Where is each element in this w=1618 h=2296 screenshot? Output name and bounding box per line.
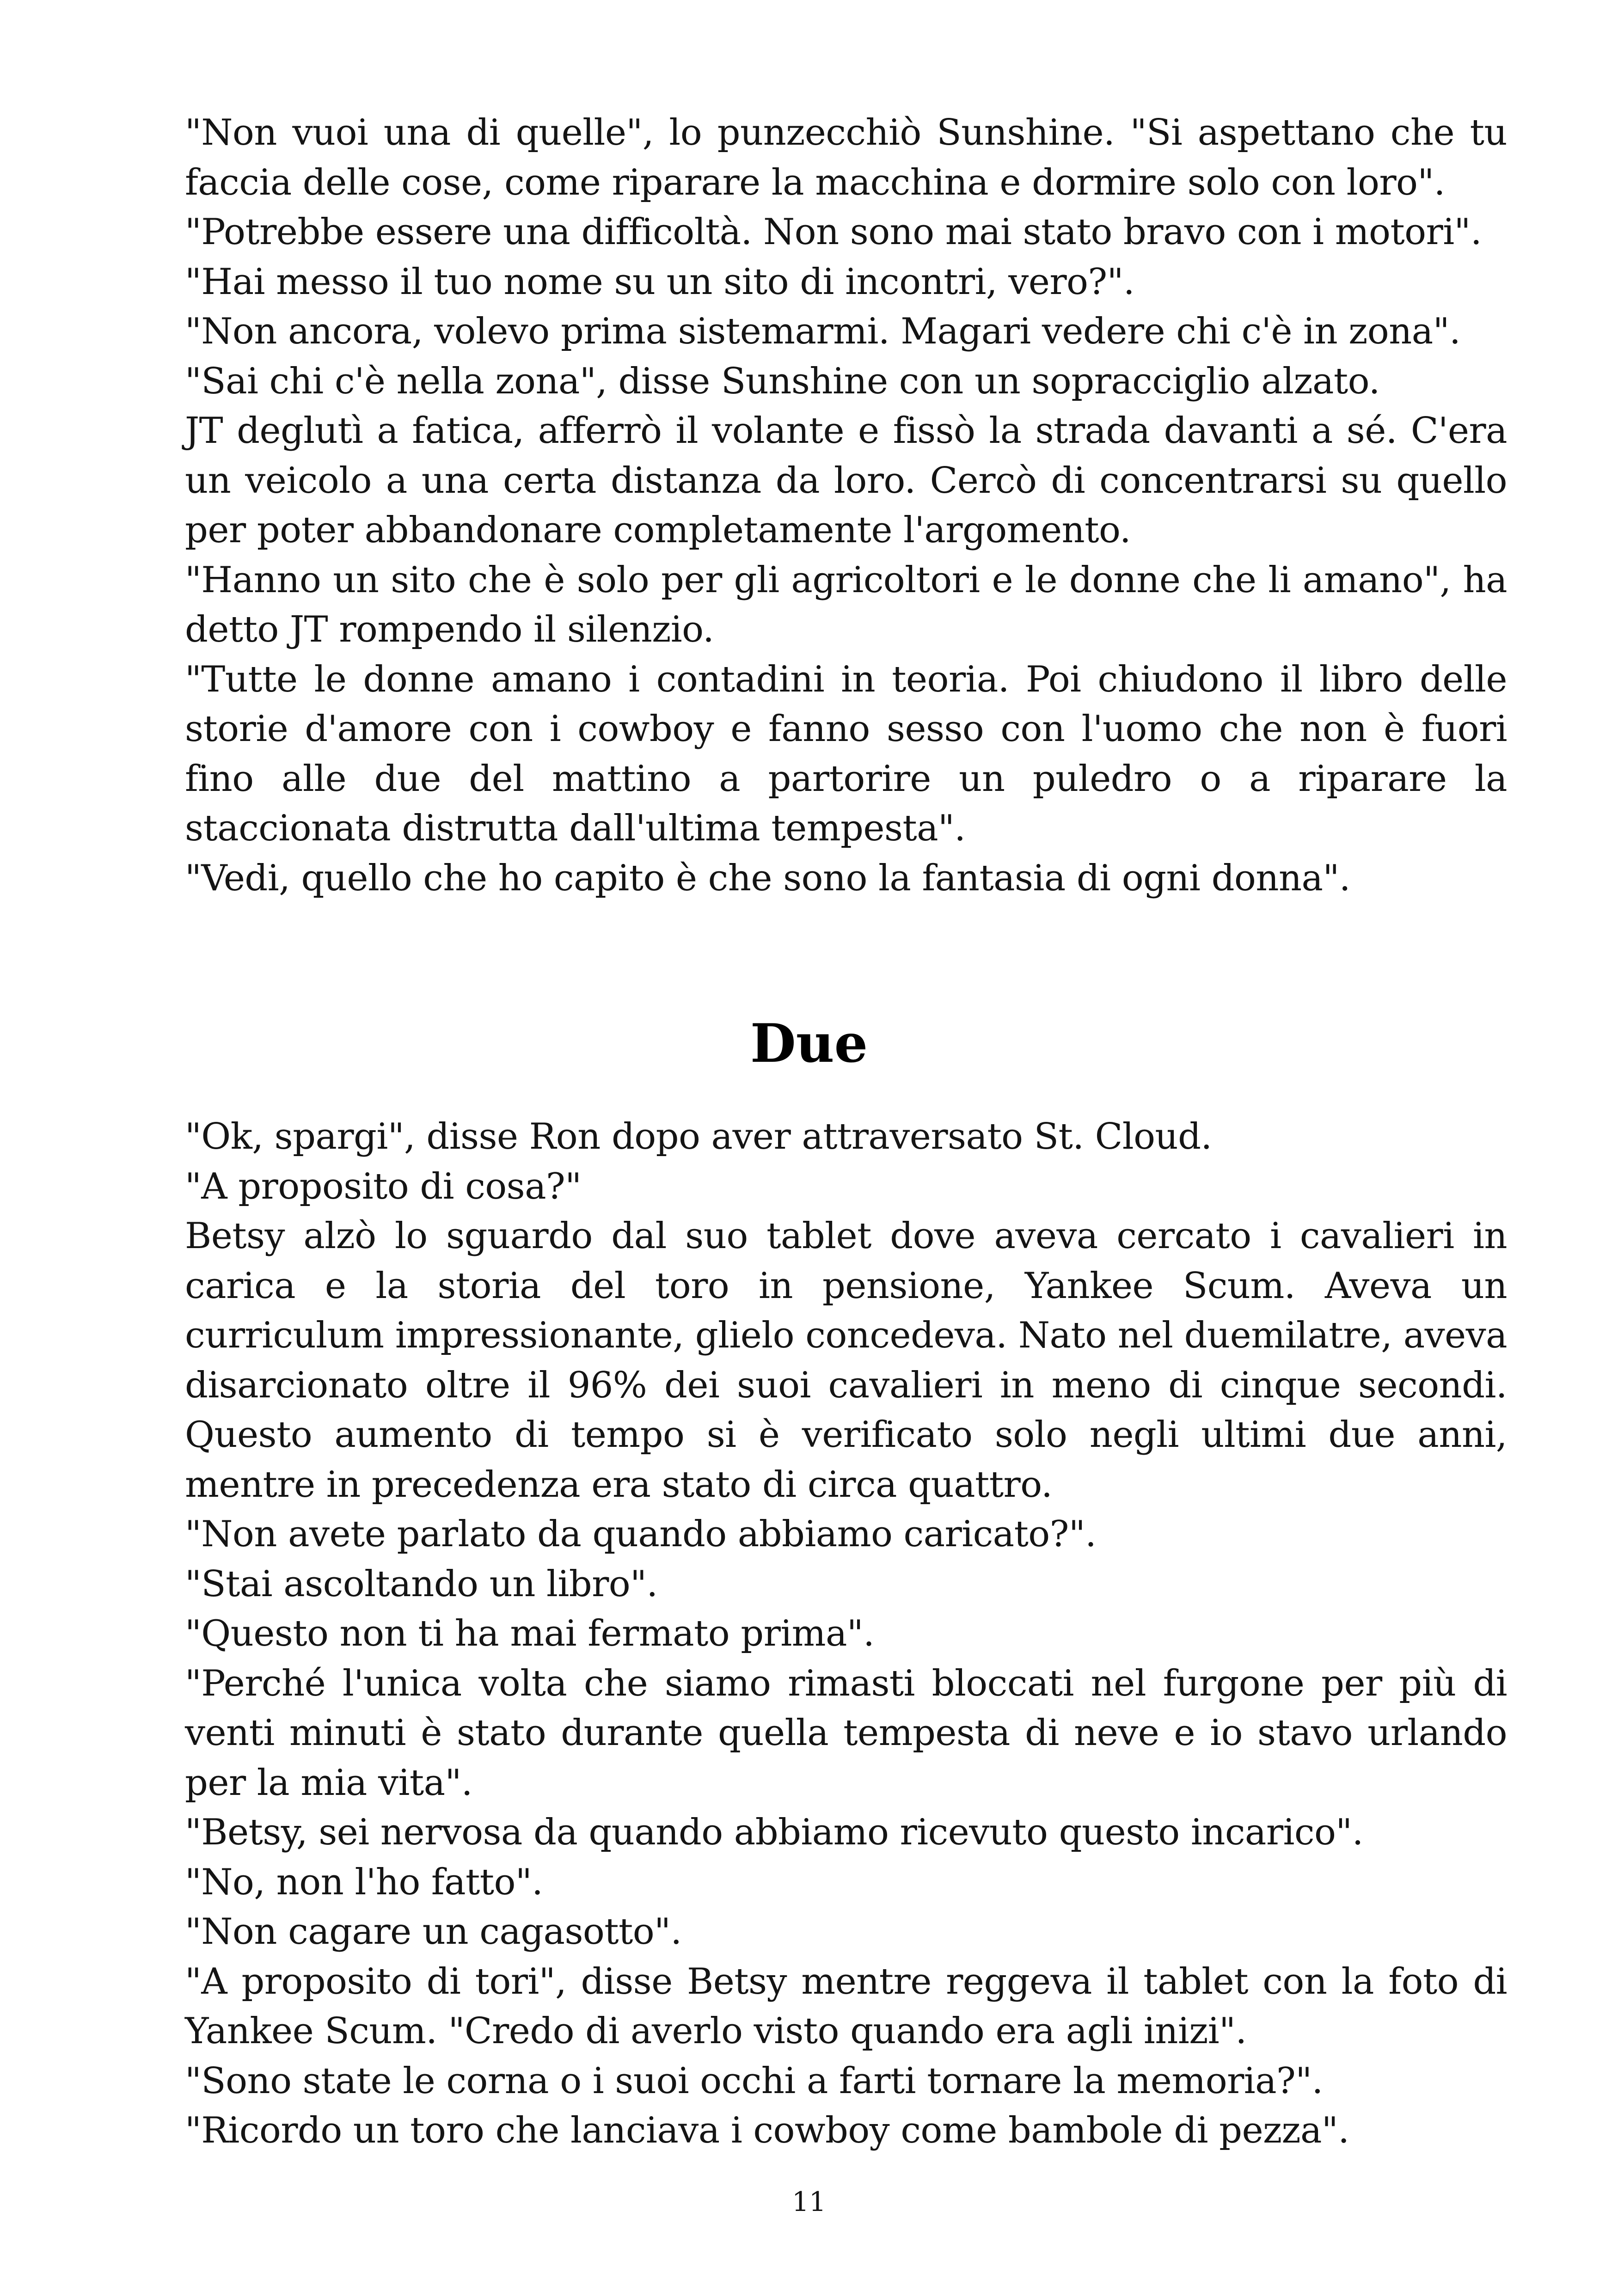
paragraph: "Sai chi c'è nella zona", disse Sunshine con un sopracciglio alzato.: [185, 360, 1380, 402]
paragraph: "Potrebbe essere una difficoltà. Non sono mai stato bravo con i motori".: [185, 211, 1482, 253]
paragraph: "Non cagare un cagasotto".: [185, 1911, 682, 1953]
paragraph: "Ok, spargi", disse Ron dopo aver attraversato St. Cloud.: [185, 1116, 1212, 1157]
paragraph: "Ricordo un toro che lanciava i cowboy come bambole di pezza".: [185, 2110, 1349, 2151]
paragraph: "Vedi, quello che ho capito è che sono la fantasia di ogni donna".: [185, 857, 1350, 899]
text-block-before-chapter: [185, 108, 1507, 903]
paragraph: "Questo non ti ha mai fermato prima".: [185, 1613, 875, 1654]
paragraph: "Hanno un sito che è solo per gli agricoltori e le donne che li amano", ha detto JT rompendo il silenzio.: [185, 559, 1507, 650]
paragraph: "Perché l'unica volta che siamo rimasti bloccati nel furgone per più di venti minuti è stato durante quella tempesta di neve e io stavo urlando per la mia vita".: [185, 1662, 1507, 1804]
paragraph: "Stai ascoltando un libro".: [185, 1563, 658, 1605]
paragraph: "Betsy, sei nervosa da quando abbiamo ricevuto questo incarico".: [185, 1812, 1363, 1853]
paragraph: "A proposito di tori", disse Betsy mentre reggeva il tablet con la foto di Yankee Scum. "Credo di averlo visto quando era agli inizi".: [185, 1960, 1507, 2052]
text-block-chapter-body: [185, 1112, 1507, 2156]
paragraph: "Non avete parlato da quando abbiamo caricato?".: [185, 1513, 1097, 1555]
paragraph: "Hai messo il tuo nome su un sito di incontri, vero?".: [185, 261, 1135, 303]
paragraph: "No, non l'ho fatto".: [185, 1861, 543, 1903]
paragraph: JT deglutì a fatica, afferrò il volante e fissò la strada davanti a sé. C'era un veicolo a una certa distanza da loro. Cercò di concentrarsi su quello per poter abbandonare completamente l'argomento.: [185, 410, 1507, 551]
paragraph: "Non vuoi una di quelle", lo punzecchiò Sunshine. "Si aspettano che tu faccia delle cose, come riparare la macchina e dormire solo con loro".: [185, 112, 1507, 203]
paragraph: "A proposito di cosa?": [185, 1165, 582, 1207]
page-number: 11: [792, 2186, 826, 2217]
paragraph: Betsy alzò lo sguardo dal suo tablet dove aveva cercato i cavalieri in carica e la storia del toro in pensione, Yankee Scum. Aveva un curriculum impressionante, glielo concedeva. Nato nel duemilatre, aveva disarcionato oltre il 96% dei suoi cavalieri in meno di cinque secondi. Questo aumento di tempo si è verificato solo negli ultimi due anni, mentre in precedenza era stato di circa quattro.: [185, 1215, 1507, 1506]
paragraph: "Non ancora, volevo prima sistemarmi. Magari vedere chi c'è in zona".: [185, 311, 1461, 352]
chapter-title: Due: [750, 1012, 868, 1074]
paragraph: "Sono state le corna o i suoi occhi a farti tornare la memoria?".: [185, 2060, 1323, 2102]
paragraph: "Tutte le donne amano i contadini in teoria. Poi chiudono il libro delle storie d'amore con i cowboy e fanno sesso con l'uomo che non è fuori fino alle due del mattino a partorire un puledro o a riparare la staccionata distrutta dall'ultima tempesta".: [185, 658, 1507, 849]
